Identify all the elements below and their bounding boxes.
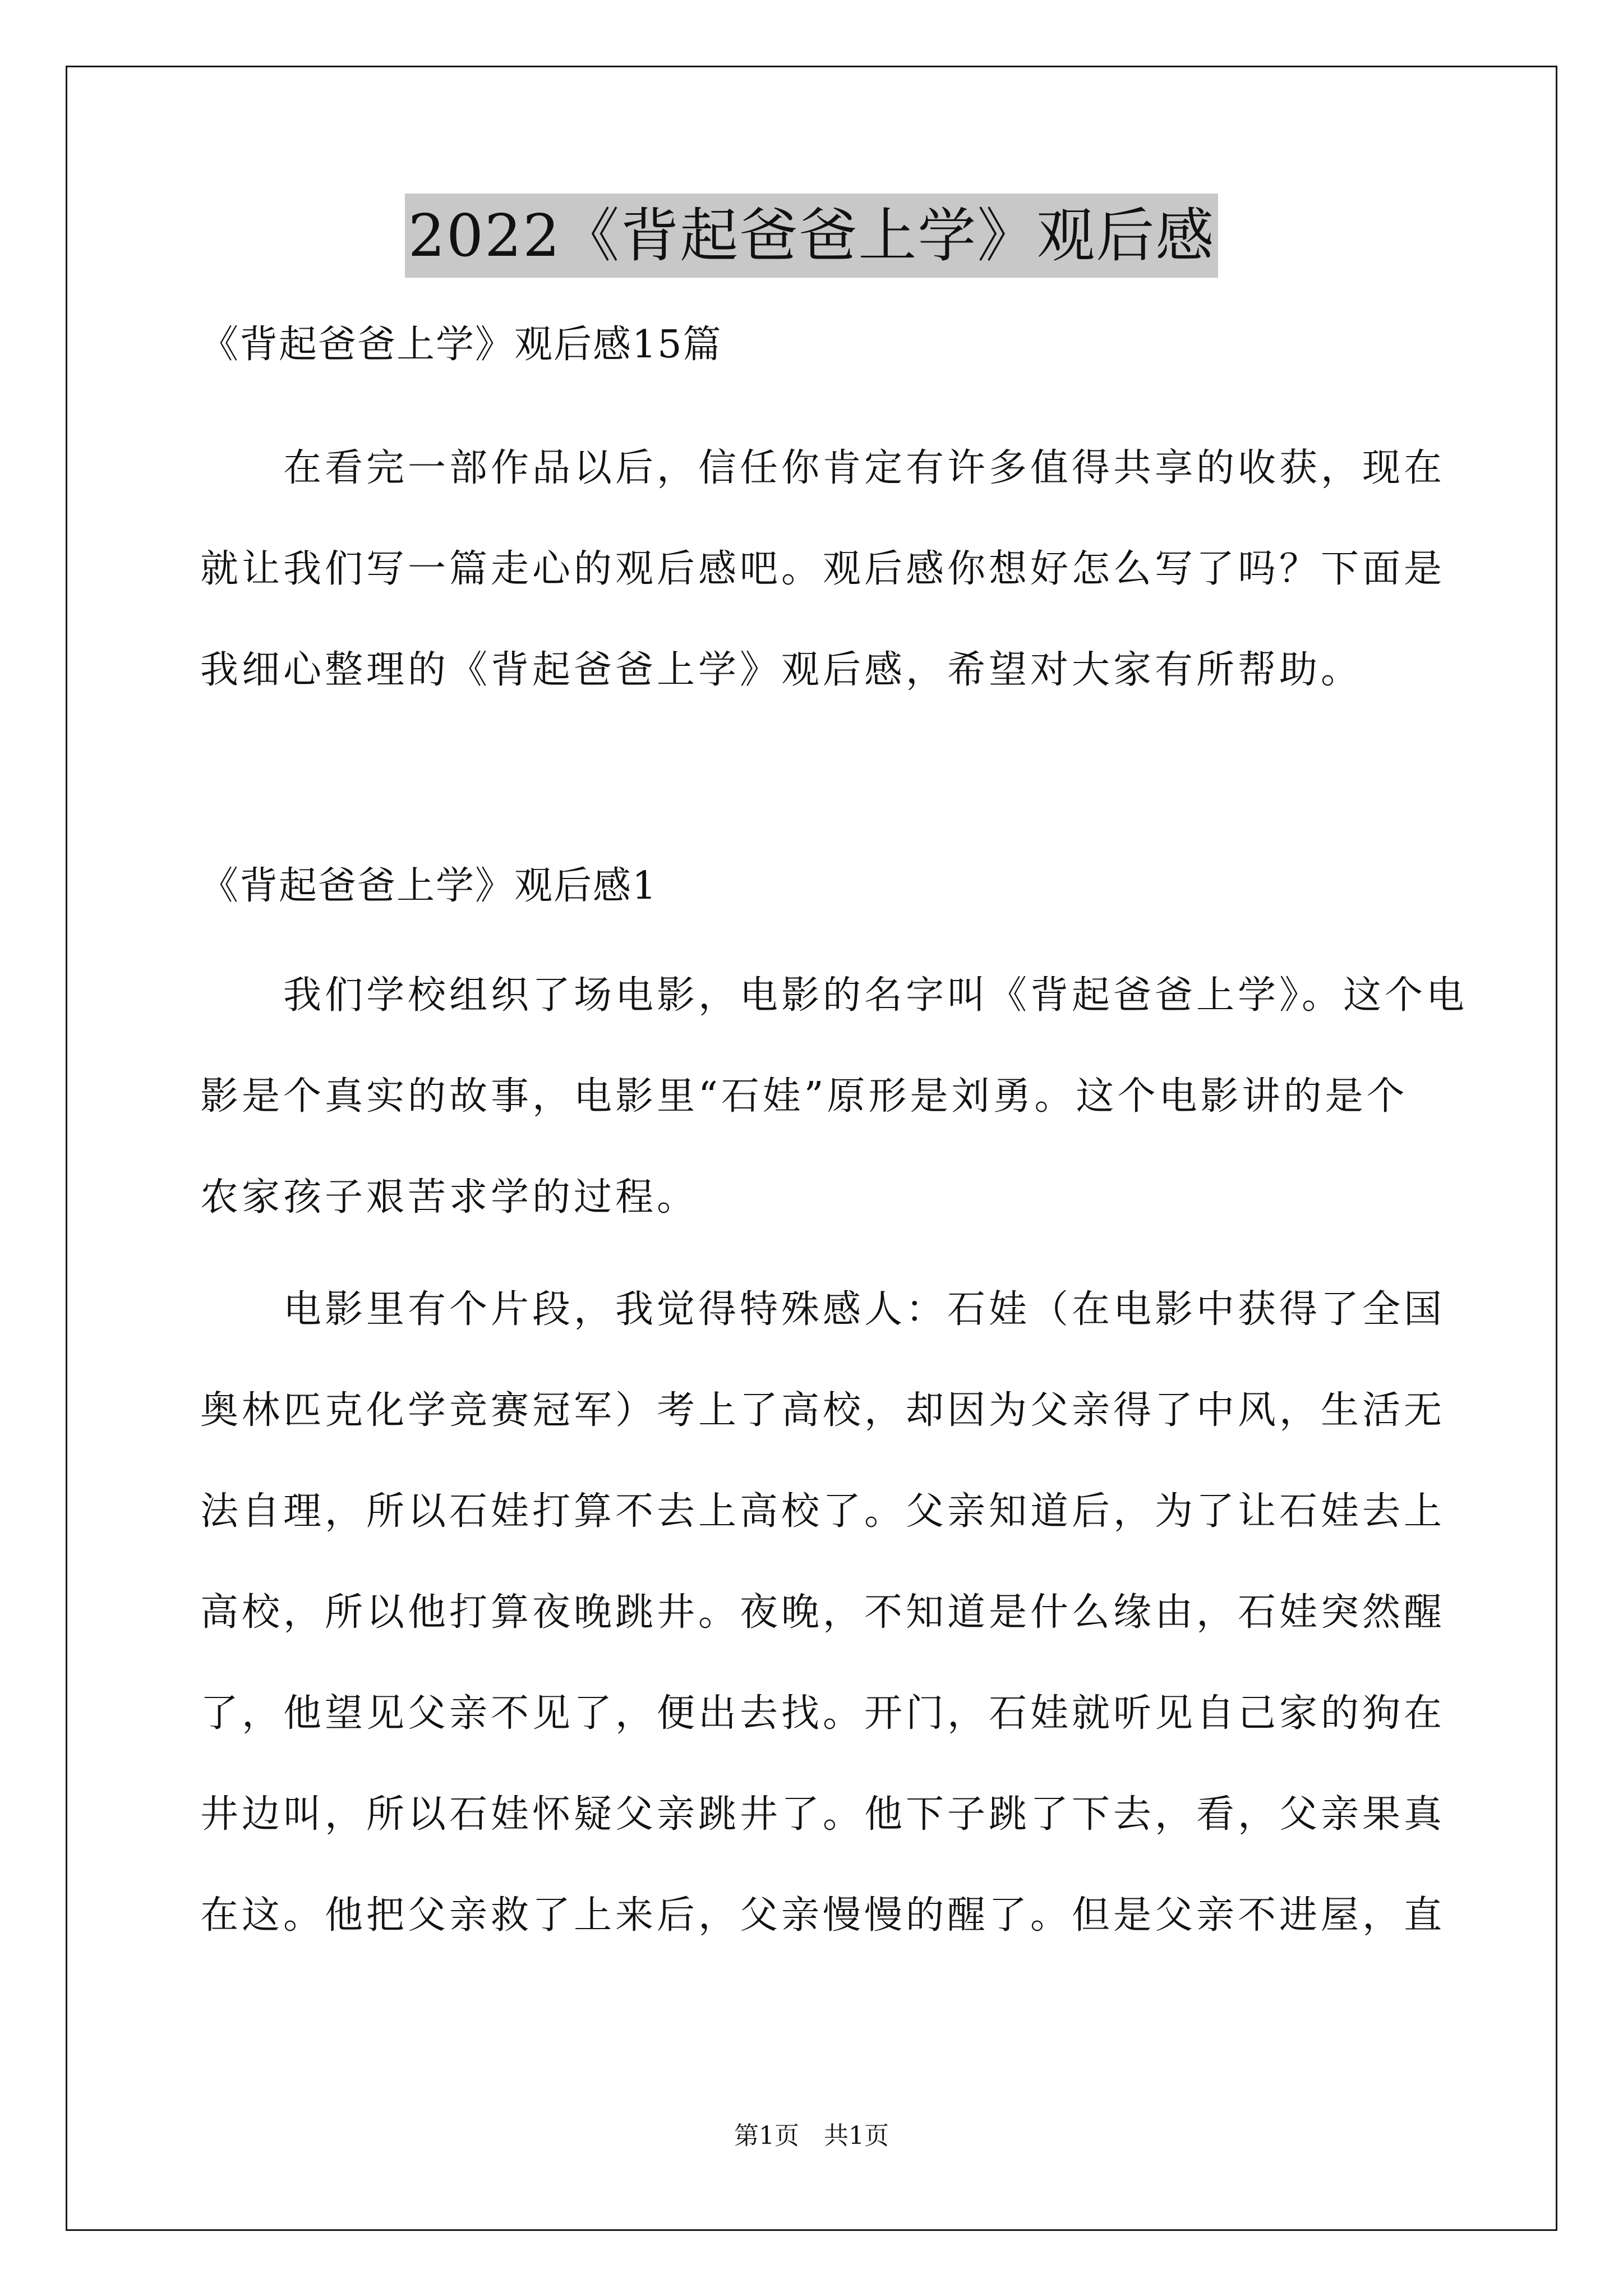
page-footer xyxy=(0,2119,1623,2153)
paragraph-line: 法自理，所以石娃打算不去上高校了。父亲知道后，为了让石娃去上 xyxy=(200,1489,1446,1534)
page-total: 共1页 xyxy=(824,2122,889,2150)
section-heading: 《背起爸爸上学》观后感1 xyxy=(200,864,658,908)
paragraph-line: 井边叫，所以石娃怀疑父亲跳井了。他下子跳了下去，看，父亲果真 xyxy=(200,1792,1446,1837)
intro-line: 就让我们写一篇走心的观后感吧。观后感你想好怎么写了吗？下面是 xyxy=(200,547,1446,591)
document-title: 2022《背起爸爸上学》观后感 xyxy=(405,194,1219,278)
paragraph-line: 奥林匹克化学竞赛冠军）考上了高校，却因为父亲得了中风，生活无 xyxy=(200,1388,1446,1433)
intro-line: 在看完一部作品以后，信任你肯定有许多值得共享的收获，现在 xyxy=(283,446,1446,490)
paragraph-line: 在这。他把父亲救了上来后，父亲慢慢的醒了。但是父亲不进屋，直 xyxy=(200,1893,1446,1938)
paragraph-line: 高校，所以他打算夜晚跳井。夜晚，不知道是什么缘由，石娃突然醒 xyxy=(200,1590,1446,1635)
page-number: 第1页 xyxy=(734,2122,799,2150)
intro-line: 我细心整理的《背起爸爸上学》观后感，希望对大家有所帮助。 xyxy=(200,648,1363,692)
paragraph-line: 电影里有个片段，我觉得特殊感人：石娃（在电影中获得了全国 xyxy=(283,1287,1446,1332)
document-subtitle: 《背起爸爸上学》观后感15篇 xyxy=(200,323,722,367)
paragraph-line: 了，他望见父亲不见了，便出去找。开门，石娃就听见自己家的狗在 xyxy=(200,1691,1446,1736)
paragraph-line: 农家孩子艰苦求学的过程。 xyxy=(200,1175,699,1220)
paragraph-line: 影是个真实的故事，电影里“石娃”原形是刘勇。这个电影讲的是个 xyxy=(200,1074,1408,1119)
paragraph-line: 我们学校组织了场电影，电影的名字叫《背起爸爸上学》。这个电 xyxy=(283,973,1468,1018)
title-container xyxy=(200,194,1423,278)
